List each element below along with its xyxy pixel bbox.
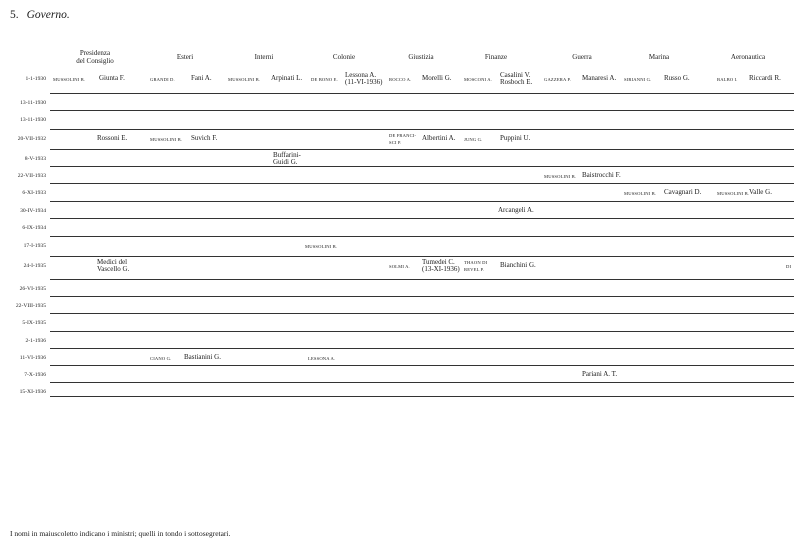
row-divider (50, 236, 794, 237)
undersecretary-guerra: Baistrocchi F. (582, 171, 621, 179)
undersecretary-giustizia: Morelli G. (422, 74, 452, 82)
column-header-presidenza: Presidenza del Consiglio (76, 49, 114, 65)
undersecretary-giustizia: Tumedei C. (13-XI-1936) (422, 258, 460, 273)
row-divider (50, 365, 794, 366)
minister-giustizia: ROCCO A. (389, 77, 412, 82)
row-date: 8-V-1933 (24, 156, 46, 162)
row-divider (50, 279, 794, 280)
minister-marina: MUSSOLINI B. (624, 191, 657, 196)
row-divider (50, 296, 794, 297)
undersecretary-guerra: Manaresi A. (582, 74, 617, 82)
footnote: I nomi in maiuscoletto indicano i ministri; quelli in tondo i sottosegretari. (10, 529, 231, 538)
row-divider (50, 93, 794, 94)
row-divider (50, 201, 794, 202)
row-date: 1-1-1930 (25, 76, 46, 82)
row-divider (50, 313, 794, 314)
minister-finanze: JUNG G. (464, 137, 483, 142)
column-header-guerra: Guerra (572, 53, 592, 61)
undersecretary-aero: Riccardi R. (749, 74, 781, 82)
minister-giustizia: SOLMI A. (389, 264, 410, 269)
section-number: 5. (10, 9, 19, 21)
undersecretary-esteri: Fani A. (191, 74, 212, 82)
minister-guerra: MUSSOLINI B. (544, 174, 577, 179)
minister-interni: MUSSOLINI B. (228, 77, 261, 82)
minister-finanze: THAON DI REVEL P. (464, 260, 488, 272)
row-divider (50, 166, 794, 167)
row-date: 26-VI-1935 (19, 286, 46, 292)
undersecretary-aero: Valle G. (749, 188, 772, 196)
row-divider (50, 149, 794, 150)
undersecretary-presidenza: Rossoni E. (97, 134, 128, 142)
minister-colonie: LESSONA A. (308, 356, 336, 361)
minister-guerra: GAZZERA P. (544, 77, 572, 82)
column-header-finanze: Finanze (484, 53, 508, 61)
row-divider (50, 382, 794, 383)
undersecretary-giustizia: Albertini A. (422, 134, 456, 142)
undersecretary-finanze: Arcangeli A. (498, 206, 534, 214)
minister-colonie: DE BONO E. (311, 77, 338, 82)
row-date: 6-IX-1934 (22, 225, 46, 231)
undersecretary-guerra: Pariani A. T. (582, 370, 618, 378)
minister-colonie: MUSSOLINI B. (305, 244, 338, 249)
row-date: 11-VI-1936 (19, 355, 46, 361)
row-divider (50, 348, 794, 349)
row-date: 17-I-1935 (23, 243, 46, 249)
column-header-interni: Interni (254, 53, 274, 61)
minister-presidenza: MUSSOLINI B. (53, 77, 86, 82)
minister-marina: SIRIANNI G. (624, 77, 652, 82)
row-date: 22-VII-1933 (17, 173, 46, 179)
row-divider (50, 331, 794, 332)
row-date: 7-X-1936 (24, 372, 46, 378)
row-divider (50, 183, 794, 184)
minister-aero: MUSSOLINI B. (717, 191, 750, 196)
row-date: 30-IV-1934 (20, 208, 46, 214)
undersecretary-colonie: Lessona A. (11-VI-1936) (345, 71, 383, 86)
undersecretary-marina: Cavagnari D. (664, 188, 702, 196)
minister-giustizia: DE FRANCI- SCI P. (389, 133, 417, 145)
minister-aero: BALBO I. (717, 77, 738, 82)
column-header-colonie: Colonie (332, 53, 356, 61)
minister-esteri: MUSSOLINI B. (150, 137, 183, 142)
minister-esteri: CIANO G. (150, 356, 172, 361)
column-header-giustizia: Giustizia (408, 53, 434, 61)
undersecretary-presidenza: Giunta F. (99, 74, 125, 82)
row-date: 22-VIII-1935 (15, 303, 46, 309)
undersecretary-presidenza: Medici del Vascello G. (97, 258, 130, 273)
undersecretary-finanze: Casalini V. Rosboch E. (500, 71, 533, 86)
row-date: 20-VII-1932 (17, 136, 46, 142)
undersecretary-esteri: Bastianini G. (184, 353, 221, 361)
undersecretary-interni: Buffarini- Guidi G. (273, 151, 301, 166)
row-divider (50, 256, 794, 257)
undersecretary-finanze: Bianchini G. (500, 261, 536, 269)
column-header-aero: Aeronautica (730, 53, 766, 61)
undersecretary-marina: Russo G. (664, 74, 690, 82)
row-divider (50, 396, 794, 397)
row-date: 6-XI-1933 (22, 190, 46, 196)
undersecretary-esteri: Suvich F. (191, 134, 218, 142)
minister-esteri: GRANDI D. (150, 77, 175, 82)
row-date: 15-XI-1936 (19, 389, 46, 395)
undersecretary-interni: Arpinati L. (271, 74, 303, 82)
row-date: 5-IX-1935 (22, 320, 46, 326)
undersecretary-finanze: Puppini U. (500, 134, 531, 142)
section-title: Governo. (26, 9, 70, 21)
minister-aero: DI (786, 264, 792, 269)
row-divider (50, 218, 794, 219)
column-header-esteri: Esteri (176, 53, 194, 61)
column-header-marina: Marina (648, 53, 670, 61)
minister-finanze: MOSCONI A. (464, 77, 493, 82)
row-divider (50, 110, 794, 111)
row-date: 13-11-1930 (20, 117, 46, 123)
row-date: 2-1-1936 (25, 338, 46, 344)
row-date: 13-11-1930 (20, 100, 46, 106)
section-heading (10, 9, 70, 21)
row-date: 24-I-1935 (23, 263, 46, 269)
row-divider (50, 129, 794, 130)
